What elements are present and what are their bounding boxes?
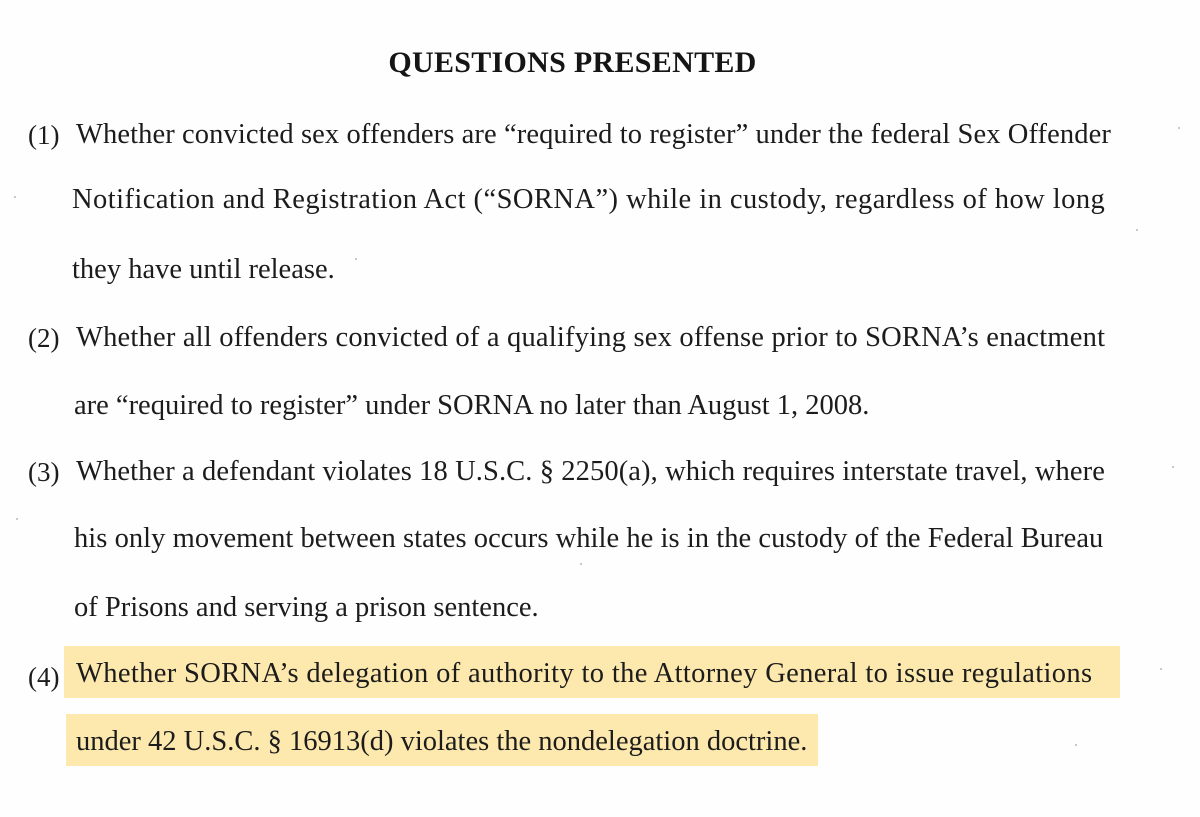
- scan-speck: [16, 518, 18, 520]
- question-number: (1): [28, 120, 60, 150]
- scan-speck: [1075, 744, 1077, 746]
- question-number: (3): [28, 457, 60, 487]
- question-line: Whether all offenders convicted of a qualifying sex offense prior to SORNA’s enactment: [76, 322, 1106, 353]
- question-line: Notification and Registration Act (“SORNA”) while in custody, regardless of how long: [72, 184, 1106, 215]
- question-line: Whether a defendant violates 18 U.S.C. § 2250(a), which requires interstate travel, where: [76, 456, 1105, 487]
- scan-speck: [1160, 668, 1162, 670]
- question-line: under 42 U.S.C. § 16913(d) violates the nondelegation doctrine.: [76, 726, 808, 757]
- question-line: they have until release.: [72, 254, 335, 285]
- question-line: are “required to register” under SORNA no later than August 1, 2008.: [74, 390, 870, 421]
- scan-speck: [1172, 466, 1174, 468]
- scan-speck: [355, 258, 357, 260]
- scan-speck: [580, 563, 582, 565]
- scan-speck: [1136, 229, 1138, 231]
- scan-speck: [1178, 127, 1180, 129]
- question-line: of Prisons and serving a prison sentence.: [74, 592, 539, 623]
- document-heading: QUESTIONS PRESENTED: [388, 46, 757, 79]
- question-line: Whether convicted sex offenders are “required to register” under the federal Sex Offender: [76, 119, 1111, 150]
- scan-speck: [14, 196, 16, 198]
- question-line: Whether SORNA’s delegation of authority to the Attorney General to issue regulations: [76, 658, 1093, 689]
- question-number: (2): [28, 323, 60, 353]
- question-line: his only movement between states occurs while he is in the custody of the Federal Bureau: [74, 523, 1104, 554]
- question-number: (4): [28, 662, 60, 692]
